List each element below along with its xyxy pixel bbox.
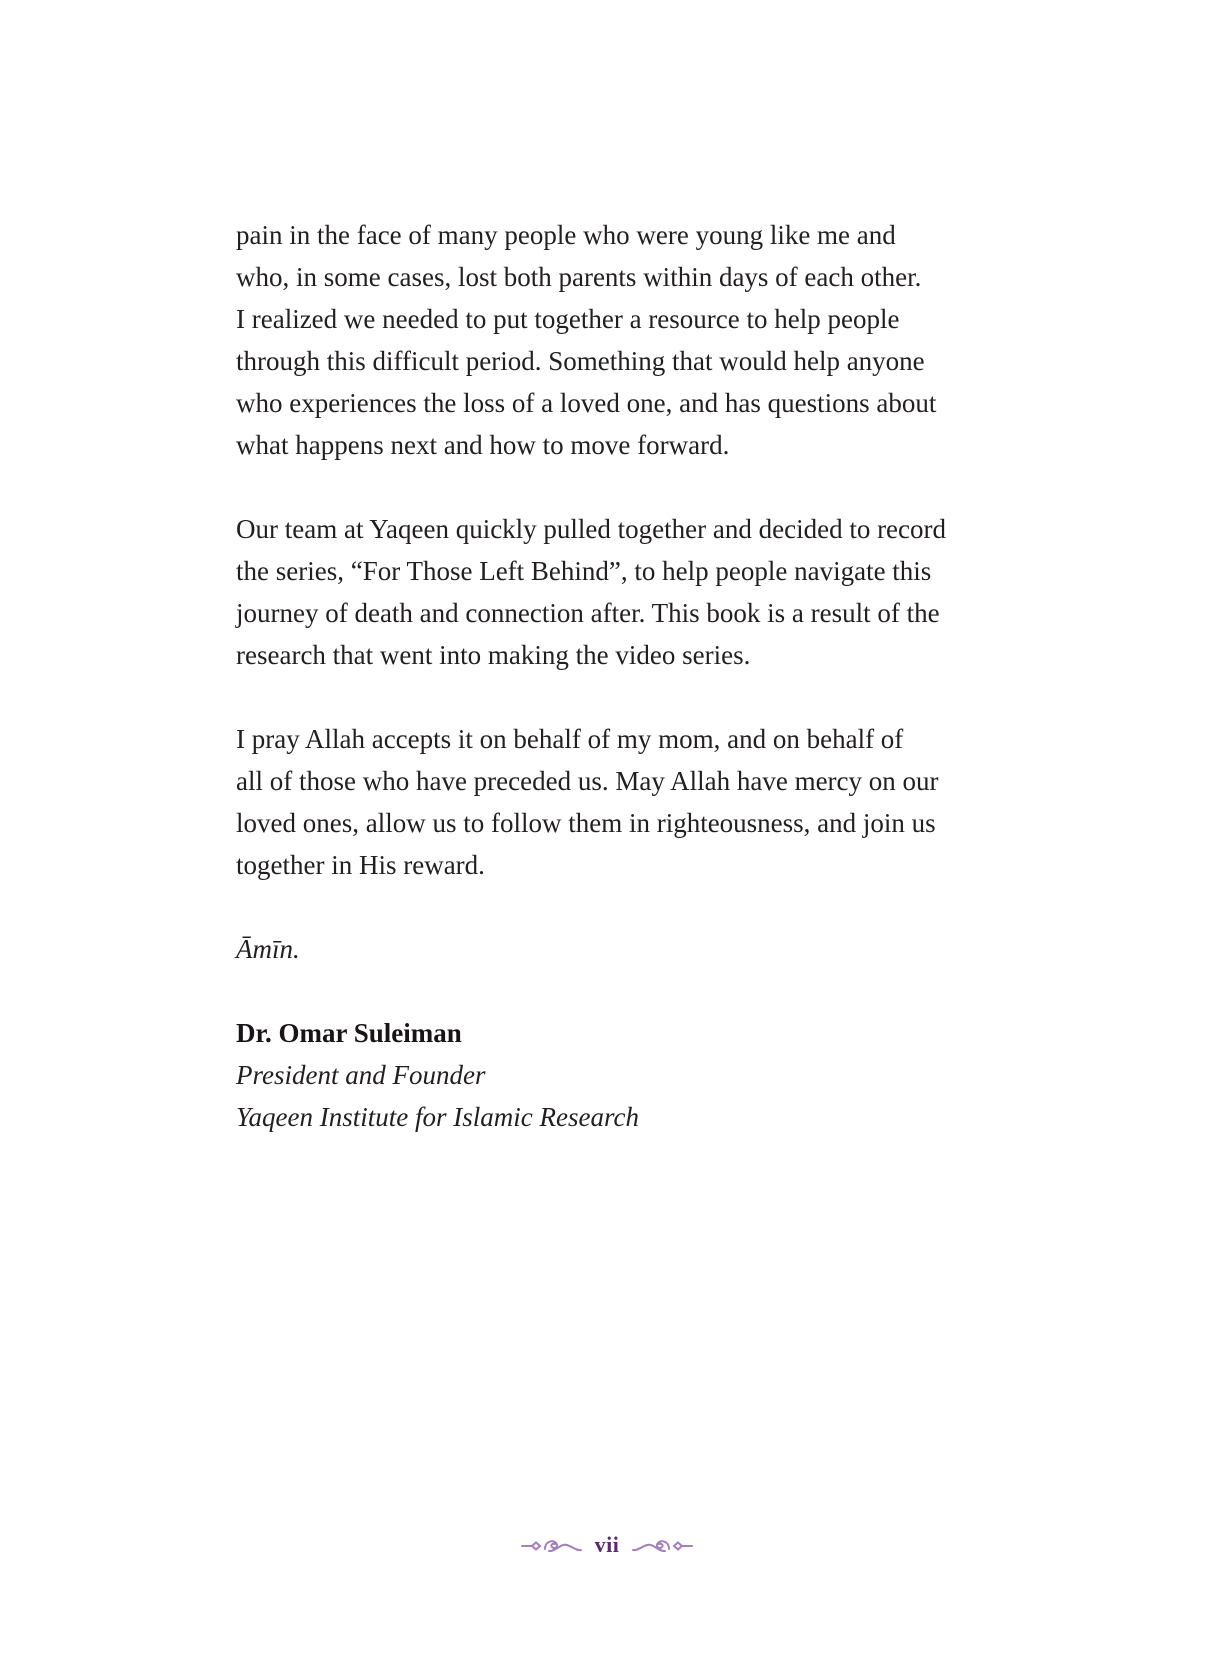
text-line: I realized we needed to put together a resource to help people: [236, 304, 900, 334]
flourish-ornament-left-icon: [521, 1535, 583, 1555]
paragraph-2: [236, 508, 1036, 676]
paragraph-1: [236, 214, 1036, 466]
page-footer: [0, 1528, 1214, 1562]
text-line: together in His reward.: [236, 850, 485, 880]
signature-organization: Yaqeen Institute for Islamic Research: [236, 1102, 639, 1132]
signature-name: Dr. Omar Suleiman: [236, 1018, 462, 1048]
text-line: through this difficult period. Something that would help anyone: [236, 346, 925, 376]
text-line: pain in the face of many people who were young like me and: [236, 220, 896, 250]
text-line: loved ones, allow us to follow them in righteousness, and join us: [236, 808, 936, 838]
text-line: Our team at Yaqeen quickly pulled together and decided to record: [236, 514, 947, 544]
text-line: research that went into making the video series.: [236, 640, 751, 670]
text-line: I pray Allah accepts it on behalf of my mom, and on behalf of: [236, 724, 904, 754]
signature-title: President and Founder: [236, 1060, 486, 1090]
closing-amin: Āmīn.: [236, 934, 300, 964]
text-line: journey of death and connection after. This book is a result of the: [236, 598, 940, 628]
signature-block: [236, 1012, 1036, 1138]
paragraph-3: [236, 718, 1036, 886]
text-line: who experiences the loss of a loved one, and has questions about: [236, 388, 937, 418]
text-line: the series, “For Those Left Behind”, to help people navigate this: [236, 556, 932, 586]
body-text: [236, 214, 1036, 1138]
text-line: all of those who have preceded us. May Allah have mercy on our: [236, 766, 939, 796]
page-number: vii: [594, 1532, 620, 1557]
text-line: who, in some cases, lost both parents within days of each other.: [236, 262, 922, 292]
flourish-ornament-right-icon: [631, 1535, 693, 1555]
text-line: what happens next and how to move forward.: [236, 430, 730, 460]
